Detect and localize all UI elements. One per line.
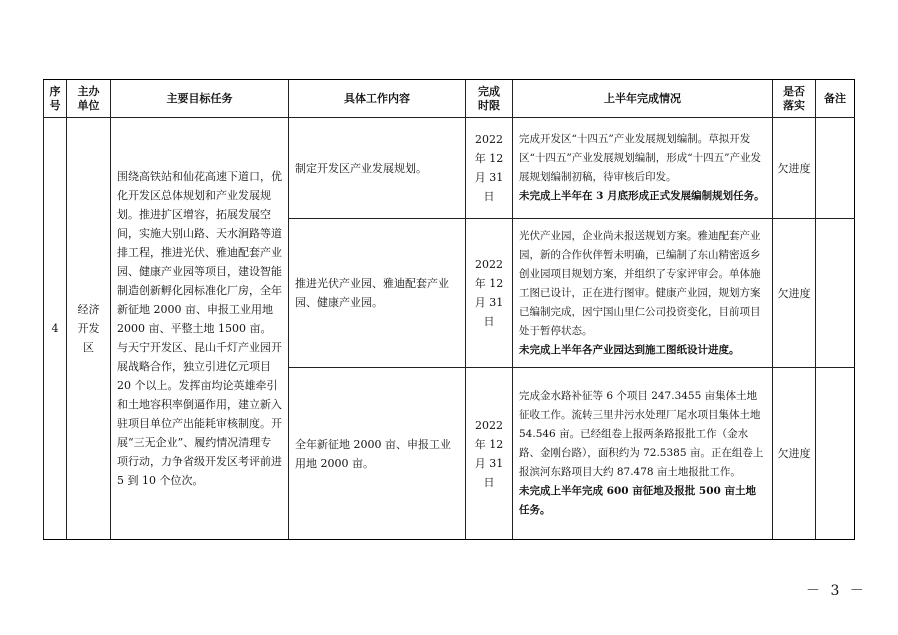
task-deadline: 2022 年 12 月 31 日 — [474, 418, 504, 489]
task-done: 欠进度 — [777, 447, 811, 460]
header-deadline: 完成时限 — [478, 84, 500, 112]
task-content: 推进光伏产业园、雅迪配套产业园、健康产业园。 — [295, 277, 449, 309]
task-status — [513, 118, 772, 218]
main-goal-text: 围绕高铁站和仙花高速下道口，优化开发区总体规划和产业发展规划。推进扩区增容，拓展发展空间，实施大别山路、天水涧路等道排工程，推进光伏、雅迪配套产业园、健康产业园等项目，建设智能制造创新孵化园标准化厂房，全年新征地 2000 亩、申报工业用地 2000 亩、平整土地 1500 亩。与天宁开发区、昆山千灯产业园开展战略合作，独立引进亿元项目 20 个以上。发挥亩均论英雄牵引和土地容积率倒逼作用，建立新入驻项目单位产出能耗审核制度。开展“三无企业”、履约情况清理专项行动，力争省级开发区考评前进 5 到 10 个位次。 — [117, 170, 282, 487]
header-no: 序号 — [49, 84, 61, 112]
host-unit: 经济开发区 — [77, 303, 100, 354]
grid-line — [815, 79, 816, 540]
grid-line — [43, 539, 855, 540]
task-content: 全年新征地 2000 亩、申报工业用地 2000 亩。 — [295, 437, 451, 470]
status-text: 完成开发区“十四五”产业发展规划编制。草拟开发区“十四五”产业发展规划编制，形成“十四五”产业发展规划编制初稿，待审核后印发。 — [519, 133, 761, 183]
header-content: 具体工作内容 — [344, 91, 410, 105]
header-unit: 主办单位 — [77, 84, 100, 112]
header-status: 上半年完成情况 — [604, 91, 681, 105]
page-number: － 3 － — [806, 583, 867, 599]
task-status — [513, 368, 772, 539]
status-unfinished: 未完成上半年在 3 月底形成正式发展编制规划任务。 — [519, 190, 765, 202]
status-text: 完成金水路补征等 6 个项目 247.3455 亩集体土地征收工作。流转三里井污水处理厂尾水项目集体土地 54.546 亩。已经组卷上报两条路报批工作（金水路、金刚台路），面积约为 72.5385 亩。正在组卷上报滨河东路项目大约 87.478 亩土地报批工作。 — [519, 390, 764, 478]
task-content: 制定开发区产业发展规划。 — [295, 161, 427, 175]
task-deadline: 2022 年 12 月 31 日 — [474, 258, 504, 328]
task-done: 欠进度 — [777, 286, 811, 300]
work-progress-table — [43, 79, 855, 540]
status-text: 光伏产业园，企业尚未报送规划方案。雅迪配套产业园，新的合作伙伴暂未明确，已编制了东山精密返乡创业园项目规划方案，并组织了专家评审会。单体施工图已设计，正在进行图审。健康产业园，规划方案已编制完成，因宁国山里仁公司投资变化，目前项目处于暂停状态。 — [519, 229, 761, 337]
task-deadline: 2022 年 12 月 31 日 — [474, 133, 504, 203]
grid-line — [854, 79, 855, 540]
task-done: 欠进度 — [777, 161, 811, 175]
header-goal: 主要目标任务 — [166, 91, 233, 105]
status-unfinished: 未完成上半年各产业园达到施工图纸设计进度。 — [519, 343, 740, 356]
task-status — [513, 219, 772, 367]
row-number: 4 — [51, 322, 59, 335]
header-done: 是否落实 — [783, 84, 805, 112]
header-remark: 备注 — [824, 91, 846, 105]
status-unfinished: 未完成上半年完成 600 亩征地及报批 500 亩土地任务。 — [519, 485, 756, 516]
